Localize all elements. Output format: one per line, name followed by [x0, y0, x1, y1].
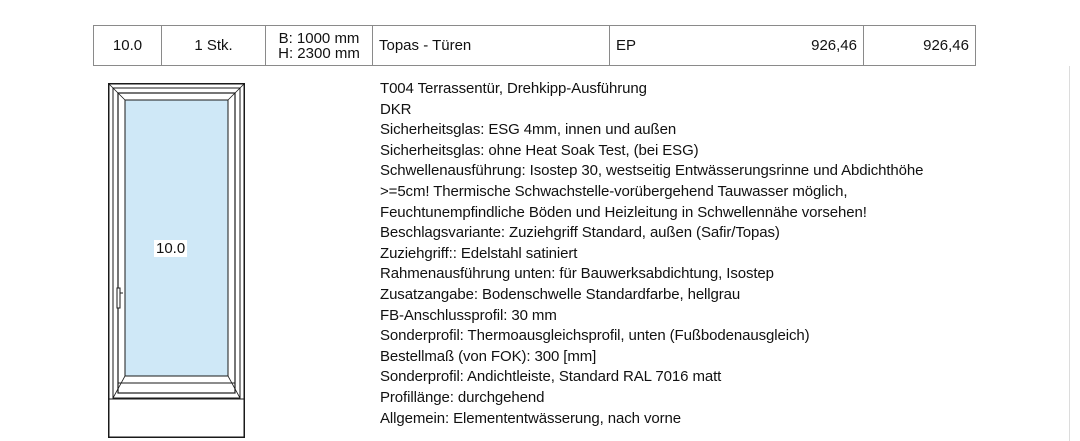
- unit-price-value: 926,46: [811, 36, 857, 54]
- description-line: Allgemein: Elemententwässerung, nach vorne: [380, 409, 681, 427]
- door-position-label: 10.0: [156, 240, 186, 257]
- position-row: [93, 25, 976, 66]
- description-line: Zusatzangabe: Bodenschwelle Standardfarbe, hellgrau: [380, 285, 741, 303]
- dimensions-cell: [265, 26, 372, 65]
- position-cell: [93, 26, 161, 65]
- total-price-value: 926,46: [923, 36, 969, 54]
- item-description: [380, 79, 1070, 429]
- product-cell: [372, 26, 609, 65]
- description-line: Beschlagsvariante: Zuziehgriff Standard, außen (Safir/Topas): [380, 224, 780, 242]
- width-value: B: 1000 mm: [278, 29, 360, 47]
- product-name: Topas - Türen: [379, 36, 472, 54]
- door-elevation-icon: [108, 83, 245, 438]
- description-line: Feuchtunempfindliche Böden und Heizleitung in Schwellennähe vorsehen!: [380, 203, 867, 221]
- quantity-cell: [161, 26, 265, 65]
- description-line: FB-Anschlussprofil: 30 mm: [380, 306, 557, 324]
- total-price-cell: [863, 26, 976, 65]
- description-line: Sicherheitsglas: ESG 4mm, innen und außen: [380, 121, 677, 139]
- description-line: Sicherheitsglas: ohne Heat Soak Test, (bei ESG): [380, 141, 699, 159]
- price-unit-label: EP: [616, 36, 637, 54]
- description-line: DKR: [380, 100, 412, 118]
- description-line: >=5cm! Thermische Schwachstelle-vorübergehend Tauwasser möglich,: [380, 182, 848, 200]
- description-line: Zuziehgriff:: Edelstahl satiniert: [380, 244, 578, 262]
- description-line: Sonderprofil: Thermoausgleichsprofil, unten (Fußbodenausgleich): [380, 327, 810, 345]
- description-line: Schwellenausführung: Isostep 30, westseitig Entwässerungsrinne und Abdichthöhe: [380, 162, 924, 180]
- quantity-value: 1 Stk.: [194, 36, 233, 54]
- description-line: Profillänge: durchgehend: [380, 388, 545, 406]
- description-line: Sonderprofil: Andichtleiste, Standard RAL 7016 matt: [380, 368, 722, 386]
- description-line: Bestellmaß (von FOK): 300 [mm]: [380, 347, 597, 365]
- description-line: Rahmenausführung unten: für Bauwerksabdichtung, Isostep: [380, 265, 774, 283]
- door-drawing: [108, 83, 245, 438]
- position-number: 10.0: [112, 36, 143, 54]
- description-line: T004 Terrassentür, Drehkipp-Ausführung: [380, 80, 647, 97]
- height-value: H: 2300 mm: [278, 44, 360, 62]
- unit-price-cell: [609, 26, 863, 65]
